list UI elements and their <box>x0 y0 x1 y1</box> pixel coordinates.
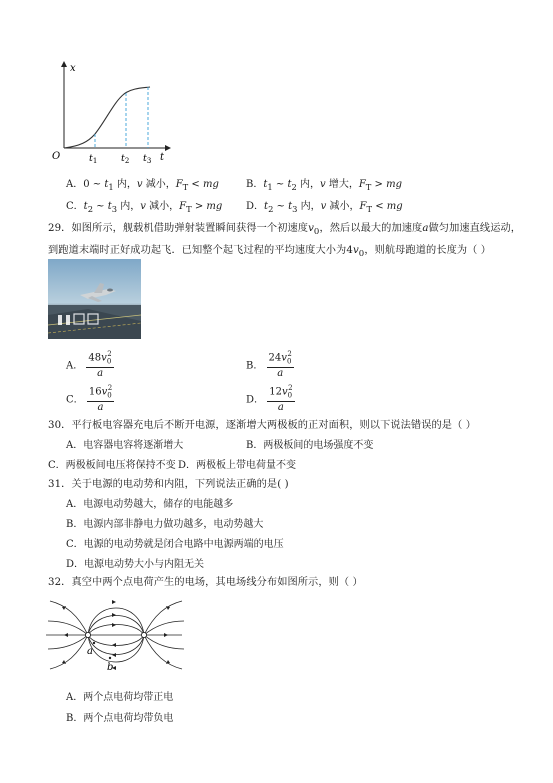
x-t-curve <box>64 87 150 148</box>
x-axis-label: x <box>70 63 76 74</box>
q28-option-c[interactable]: C．$t_2$ ~ $t_3$ 内，v 减小，$F_T$ > mg <box>66 201 223 214</box>
q29-option-c[interactable]: C． $\frac{16v_0^2}{a}$ <box>66 384 113 414</box>
x-t-graph <box>40 58 180 166</box>
q30-option-a[interactable]: A．电容器电容将逐渐增大 <box>66 440 184 451</box>
q28-option-a[interactable]: A．0 ~ $t_1$ 内，v 减小，$F_T$ < mg <box>66 179 219 192</box>
q31-option-a[interactable]: A．电源电动势越大，储存的电能越多 <box>66 499 234 510</box>
t3-label: $t_3$ <box>143 153 152 165</box>
q31-stem: 31．关于电源的电动势和内阻，下列说法正确的是( ) <box>48 479 289 490</box>
q29-option-d[interactable]: D． $\frac{12v_0^2}{a}$ <box>246 384 293 414</box>
right-charge <box>141 632 146 637</box>
q30-option-c[interactable]: C．两极板间电压将保持不变 <box>48 460 176 471</box>
electric-field-diagram <box>44 591 184 677</box>
t-axis-label: t <box>160 152 165 163</box>
q31-option-b[interactable]: B．电源内部非静电力做功越多，电动势越大 <box>66 519 264 530</box>
q31-option-d[interactable]: D．电源电动势大小与内阻无关 <box>66 559 205 570</box>
q32-stem: 32．真空中两个点电荷产生的电场，其电场线分布如图所示，则（ ） <box>48 577 363 588</box>
point-b-dot <box>109 657 111 659</box>
q28-option-d[interactable]: D．$t_2$ ~ $t_3$ 内，v 减小，$F_T$ < mg <box>246 201 403 214</box>
origin-label: O <box>52 151 61 162</box>
point-b-label: b <box>107 662 114 673</box>
q29-option-a[interactable]: A． $\frac{48v_0^2}{a}$ <box>66 350 112 380</box>
q29-stem-line1: 29．如图所示，舰载机借助弹射装置瞬间获得一个初速度$v_0$，然后以最大的加速度a做匀加速直线运动， <box>48 223 522 238</box>
q32-option-b[interactable]: B．两个点电荷均带负电 <box>66 713 174 724</box>
q30-option-d[interactable]: D．两极板上带电荷量不变 <box>178 460 297 471</box>
q29-option-b[interactable]: B． $\frac{24v_0^2}{a}$ <box>246 350 292 380</box>
q30-option-b[interactable]: B．两极板间的电场强度不变 <box>246 440 374 451</box>
point-a-dot <box>93 642 95 644</box>
t1-label: $t_1$ <box>89 153 98 165</box>
carrier-jet-photo <box>48 259 141 339</box>
t2-label: $t_2$ <box>121 153 130 165</box>
q28-option-b[interactable]: B．$t_1$ ~ $t_2$ 内，v 增大，$F_T$ > mg <box>246 179 402 192</box>
q29-stem-line2: 到跑道末端时正好成功起飞．已知整个起飞过程的平均速度大小为$4v_0$，则航母跑道的长度为（ ） <box>48 245 492 260</box>
q32-option-a[interactable]: A．两个点电荷均带正电 <box>66 692 174 703</box>
left-charge <box>85 632 90 637</box>
point-a-label: a <box>87 646 93 657</box>
q30-stem: 30．平行板电容器充电后不断开电源，逐渐增大两极板的正对面积，则以下说法错误的是（ ） <box>48 420 476 431</box>
q31-option-c[interactable]: C．电源的电动势就是闭合电路中电源两端的电压 <box>66 539 284 550</box>
